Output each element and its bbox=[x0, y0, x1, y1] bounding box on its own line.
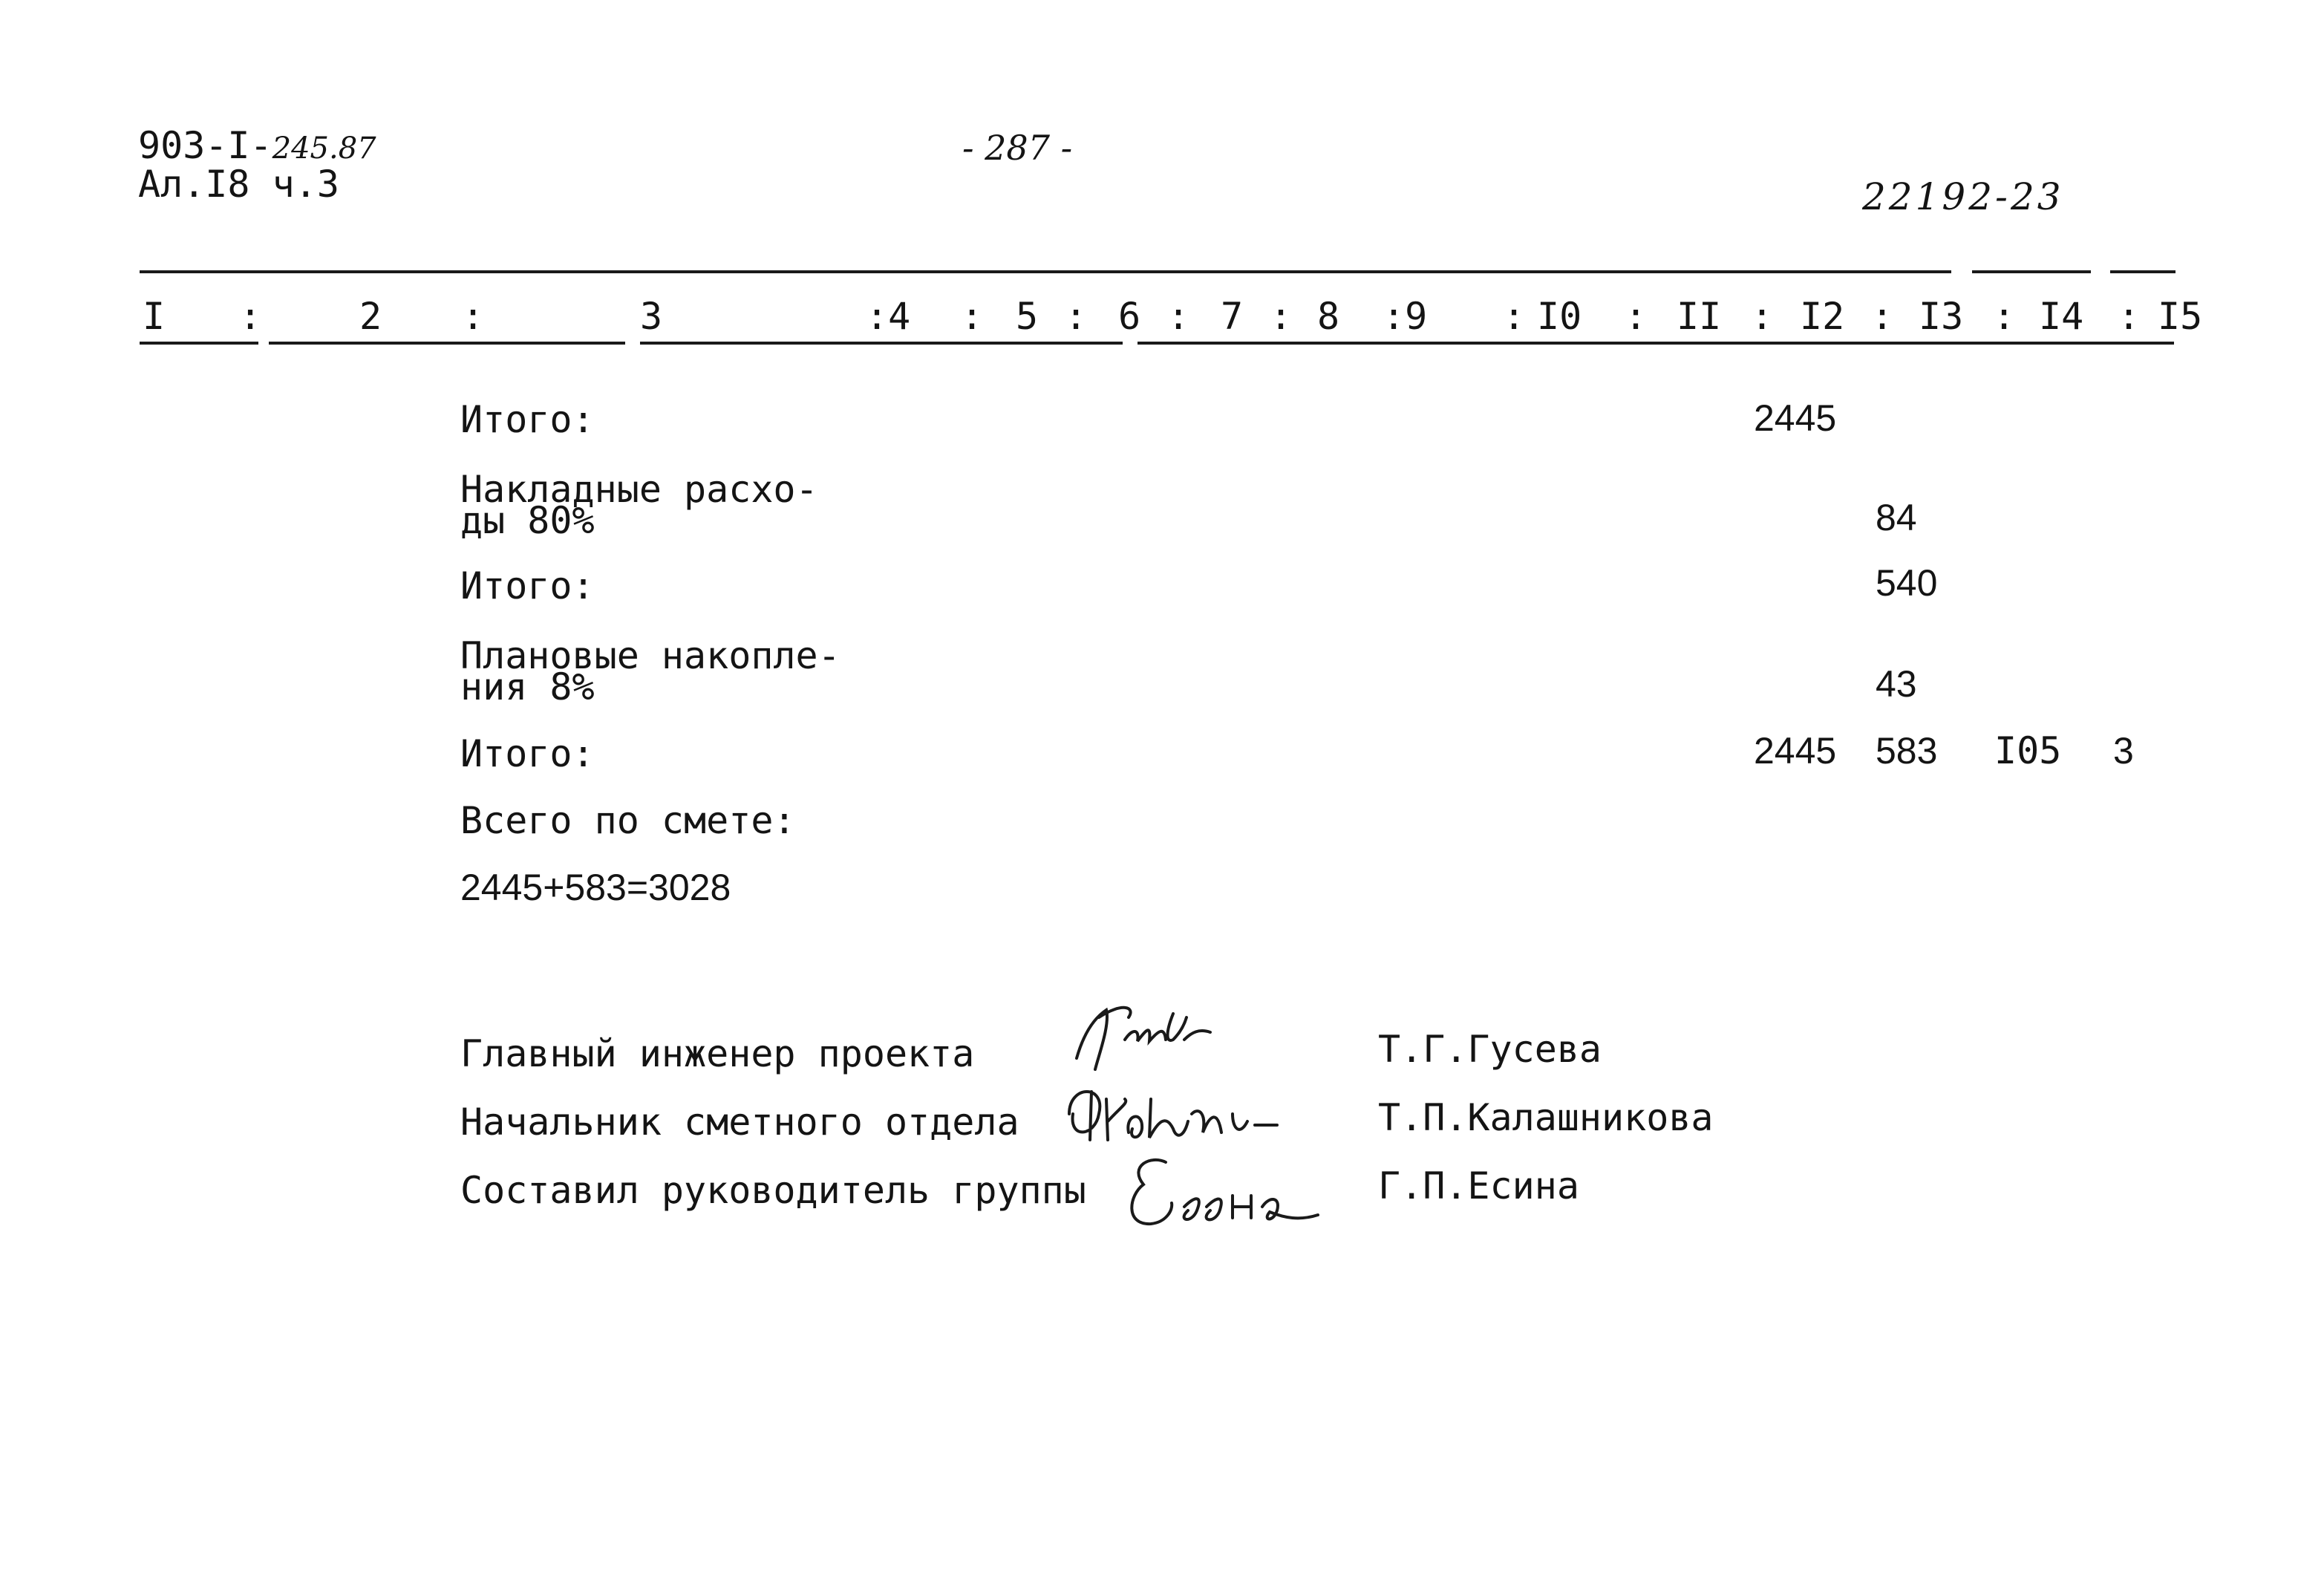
row-value-col13: 43 bbox=[1876, 663, 1917, 705]
column-number-row bbox=[140, 295, 2203, 340]
signature-role: Составил руководитель группы bbox=[460, 1169, 1086, 1212]
column-number: I0 bbox=[1537, 295, 1582, 338]
column-number: I4 bbox=[2039, 295, 2084, 338]
column-number: :9 bbox=[1383, 295, 1428, 338]
document-code-printed: 903-I- bbox=[138, 124, 272, 167]
signature-name: Г.П.Есина bbox=[1378, 1164, 1579, 1207]
estimate-total-formula: 2445+583=3028 bbox=[460, 867, 731, 908]
column-number: 5 bbox=[1016, 295, 1039, 338]
column-separator: : bbox=[1065, 295, 1088, 338]
column-number: 2 bbox=[359, 295, 382, 338]
row-value-col12: 2445 bbox=[1754, 730, 1837, 772]
table-top-rule-3 bbox=[2110, 270, 2176, 273]
column-separator: : bbox=[1167, 295, 1190, 338]
column-number: 8 bbox=[1317, 295, 1340, 338]
column-separator: : bbox=[1503, 295, 1526, 338]
row-label-planned-savings-line1: Плановые накопле- bbox=[460, 634, 841, 677]
column-separator: : bbox=[239, 295, 262, 338]
column-number: I3 bbox=[1919, 295, 1964, 338]
signature-name: Т.П.Калашникова bbox=[1378, 1096, 1714, 1139]
row-label-planned-savings-line2: ния 8% bbox=[460, 665, 595, 708]
column-number: :4 bbox=[866, 295, 911, 338]
row-label-total: Итого: bbox=[460, 732, 595, 775]
row-value-col14: I05 bbox=[1994, 729, 2062, 772]
table-header-rule-4 bbox=[1137, 342, 2174, 345]
column-number: I bbox=[143, 295, 166, 338]
column-number: I5 bbox=[2158, 295, 2203, 338]
column-separator: : bbox=[1993, 295, 2016, 338]
column-number: 6 bbox=[1118, 295, 1141, 338]
table-top-rule-1 bbox=[140, 270, 1951, 273]
column-number: II bbox=[1677, 295, 1722, 338]
row-value-col12: 2445 bbox=[1754, 397, 1837, 439]
table-top-rule-2 bbox=[1972, 270, 2091, 273]
document-code bbox=[138, 126, 376, 168]
page-number: - 287 - bbox=[962, 128, 1073, 168]
column-separator: : bbox=[462, 295, 485, 338]
table-header-rule-2 bbox=[269, 342, 625, 345]
sheet-label: Ал.I8 ч.3 bbox=[138, 163, 339, 206]
column-number: I2 bbox=[1800, 295, 1845, 338]
row-label-overhead-line2: ды 80% bbox=[460, 499, 595, 542]
column-number: 3 bbox=[640, 295, 663, 338]
row-value-col13: 84 bbox=[1876, 497, 1917, 538]
signature-name: Т.Г.Гусева bbox=[1378, 1028, 1602, 1071]
column-number: 7 bbox=[1221, 295, 1244, 338]
row-value-col15: 3 bbox=[2113, 730, 2134, 772]
column-separator: : bbox=[1625, 295, 1648, 338]
column-separator: : bbox=[1270, 295, 1293, 338]
column-separator: : bbox=[961, 295, 984, 338]
row-value-col13: 583 bbox=[1876, 730, 1938, 772]
column-separator: : bbox=[1751, 295, 1774, 338]
table-header-rule-3 bbox=[640, 342, 1123, 345]
column-separator: : bbox=[1871, 295, 1894, 338]
estimate-total-label: Всего по смете: bbox=[460, 799, 796, 842]
table-header-rule-1 bbox=[140, 342, 258, 345]
signature-role: Начальник сметного отдела bbox=[460, 1101, 1019, 1144]
row-label-subtotal: Итого: bbox=[460, 564, 595, 607]
handwritten-signature-3 bbox=[1114, 1144, 1329, 1240]
row-label-overhead-line1: Накладные расхо- bbox=[460, 468, 818, 511]
signature-role: Главный инженер проекта bbox=[460, 1032, 975, 1075]
document-code-handwritten: 245.87 bbox=[272, 131, 376, 166]
row-label-subtotal: Итого: bbox=[460, 398, 595, 441]
reference-number: 22192-23 bbox=[1862, 175, 2064, 218]
row-value-col13: 540 bbox=[1876, 562, 1938, 604]
column-separator: : bbox=[2118, 295, 2141, 338]
